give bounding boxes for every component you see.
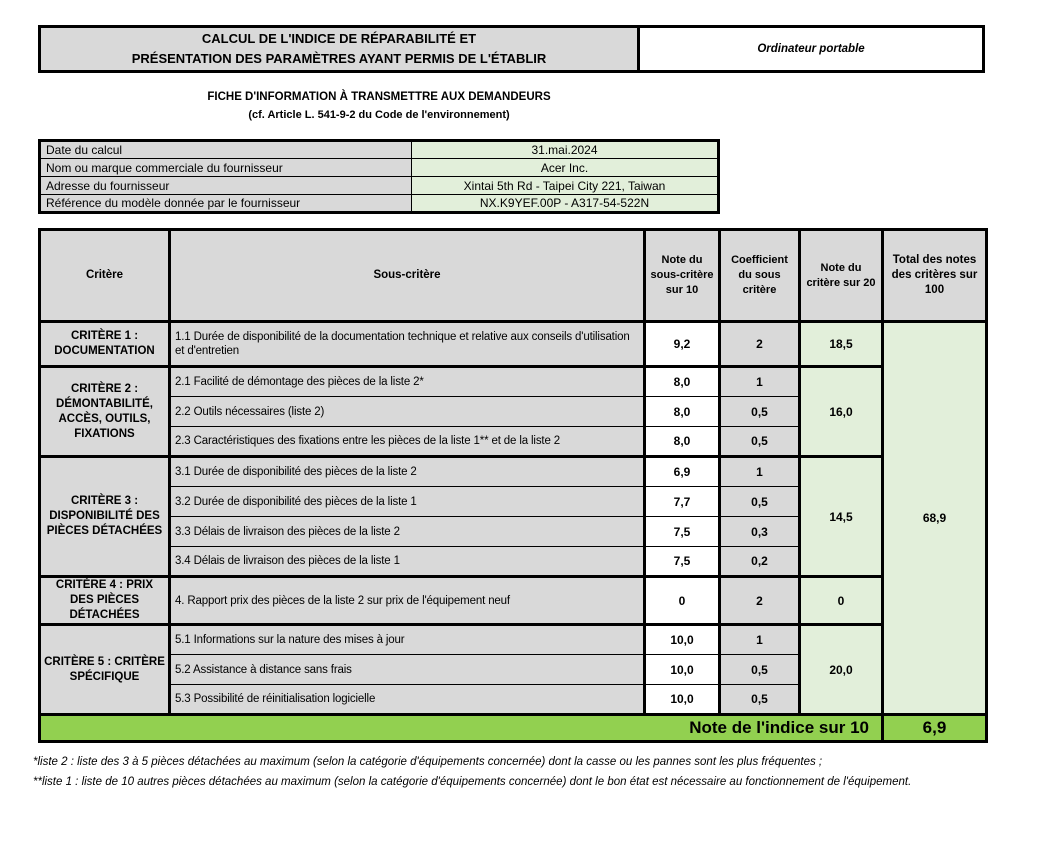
table-row <box>40 625 987 655</box>
subcriterion-3-3: 3.3 Délais de livraison des pièces de la liste 2 <box>170 517 645 547</box>
table-row <box>40 177 719 195</box>
subcriterion-5-2: 5.2 Assistance à distance sans frais <box>170 655 645 685</box>
info-label-model: Référence du modèle donnée par le fournisseur <box>40 195 412 213</box>
coef-3-4: 0,2 <box>720 547 800 577</box>
note10-3-1: 6,9 <box>645 457 720 487</box>
col-header-critere: Critère <box>40 230 170 322</box>
col-header-coefficient: Coefficient du sous critère <box>720 230 800 322</box>
score-table-header-row <box>40 230 987 322</box>
coef-5-1: 1 <box>720 625 800 655</box>
note10-2-3: 8,0 <box>645 427 720 457</box>
final-score-label: Note de l'indice sur 10 <box>40 715 883 742</box>
note20-criterion-2: 16,0 <box>800 367 883 457</box>
criterion-5-name: CRITÈRE 5 : CRITÈRE SPÉCIFIQUE <box>40 625 170 715</box>
subcriterion-2-3: 2.3 Caractéristiques des fixations entre les pièces de la liste 1** et de la liste 2 <box>170 427 645 457</box>
subtitle-line-1: FICHE D'INFORMATION À TRANSMETTRE AUX DEMANDEURS <box>207 91 551 103</box>
info-value-model: NX.K9YEF.00P - A317-54-522N <box>412 195 719 213</box>
subcriterion-2-2: 2.2 Outils nécessaires (liste 2) <box>170 397 645 427</box>
criterion-1-name: CRITÈRE 1 : DOCUMENTATION <box>40 322 170 367</box>
coef-3-2: 0,5 <box>720 487 800 517</box>
info-label-brand: Nom ou marque commerciale du fournisseur <box>40 159 412 177</box>
repairability-sheet <box>0 25 1050 857</box>
table-row <box>40 141 719 159</box>
coef-4: 2 <box>720 577 800 625</box>
note10-3-4: 7,5 <box>645 547 720 577</box>
table-row <box>40 577 987 625</box>
note20-criterion-1: 18,5 <box>800 322 883 367</box>
note10-5-1: 10,0 <box>645 625 720 655</box>
subcriterion-3-4: 3.4 Délais de livraison des pièces de la liste 1 <box>170 547 645 577</box>
coef-5-2: 0,5 <box>720 655 800 685</box>
coef-5-3: 0,5 <box>720 685 800 715</box>
note10-4: 0 <box>645 577 720 625</box>
criterion-3-name: CRITÈRE 3 : DISPONIBILITÉ DES PIÈCES DÉTACHÉES <box>40 457 170 577</box>
title-line-1: CALCUL DE L'INDICE DE RÉPARABILITÉ ET <box>201 31 477 46</box>
coef-2-3: 0,5 <box>720 427 800 457</box>
note10-1-1: 9,2 <box>645 322 720 367</box>
note10-5-2: 10,0 <box>645 655 720 685</box>
col-header-note-sous-critere: Note du sous-critère sur 10 <box>645 230 720 322</box>
note10-2-2: 8,0 <box>645 397 720 427</box>
device-category-cell <box>640 28 982 70</box>
subtitle-line-2: (cf. Article L. 541-9-2 du Code de l'environnement) <box>248 109 510 121</box>
note20-criterion-4: 0 <box>800 577 883 625</box>
table-row <box>40 367 987 397</box>
col-header-note-critere: Note du critère sur 20 <box>800 230 883 322</box>
note20-criterion-3: 14,5 <box>800 457 883 577</box>
coef-3-3: 0,3 <box>720 517 800 547</box>
total-sur-100: 68,9 <box>883 322 987 715</box>
header-strip <box>38 25 985 73</box>
table-row <box>40 457 987 487</box>
coef-3-1: 1 <box>720 457 800 487</box>
note10-5-3: 10,0 <box>645 685 720 715</box>
subcriterion-1-1: 1.1 Durée de disponibilité de la documentation technique et relative aux conseils d'utilisation et d'entretien <box>170 322 645 367</box>
info-value-brand: Acer Inc. <box>412 159 719 177</box>
info-value-date: 31.mai.2024 <box>412 141 719 159</box>
table-row <box>40 159 719 177</box>
final-score-row <box>40 715 987 742</box>
coef-2-1: 1 <box>720 367 800 397</box>
footnote-liste-2: *liste 2 : liste des 3 à 5 pièces détachées au maximum (selon la catégorie d'équipements concernée) dont la casse ou les pannes sont les plus fréquentes ; <box>33 756 823 768</box>
note10-3-3: 7,5 <box>645 517 720 547</box>
note20-criterion-5: 20,0 <box>800 625 883 715</box>
criterion-4-name: CRITÈRE 4 : PRIX DES PIÈCES DÉTACHÉES <box>40 577 170 625</box>
info-label-address: Adresse du fournisseur <box>40 177 412 195</box>
criterion-2-name: CRITÈRE 2 : DÉMONTABILITÉ, ACCÈS, OUTILS, FIXATIONS <box>40 367 170 457</box>
subtitle-block <box>38 88 720 124</box>
subcriterion-4: 4. Rapport prix des pièces de la liste 2 sur prix de l'équipement neuf <box>170 577 645 625</box>
final-score-value: 6,9 <box>883 715 987 742</box>
supplier-info-table <box>38 139 720 214</box>
table-row <box>40 322 987 367</box>
col-header-total: Total des notes des critères sur 100 <box>883 230 987 322</box>
footnotes <box>33 752 985 792</box>
info-label-date: Date du calcul <box>40 141 412 159</box>
subcriterion-5-1: 5.1 Informations sur la nature des mises à jour <box>170 625 645 655</box>
subcriterion-5-3: 5.3 Possibilité de réinitialisation logicielle <box>170 685 645 715</box>
score-table <box>38 228 988 743</box>
subcriterion-2-1: 2.1 Facilité de démontage des pièces de la liste 2* <box>170 367 645 397</box>
footnote-liste-1: **liste 1 : liste de 10 autres pièces détachées au maximum (selon la catégorie d'équipements concernée) dont le bon état est nécessaire au fonctionnement de l'équipement. <box>33 776 912 788</box>
note10-3-2: 7,7 <box>645 487 720 517</box>
note10-2-1: 8,0 <box>645 367 720 397</box>
subcriterion-3-1: 3.1 Durée de disponibilité des pièces de la liste 2 <box>170 457 645 487</box>
document-title <box>41 28 640 70</box>
col-header-sous-critere: Sous-critère <box>170 230 645 322</box>
coef-2-2: 0,5 <box>720 397 800 427</box>
coef-1-1: 2 <box>720 322 800 367</box>
subcriterion-3-2: 3.2 Durée de disponibilité des pièces de la liste 1 <box>170 487 645 517</box>
title-line-2: PRÉSENTATION DES PARAMÈTRES AYANT PERMIS DE L'ÉTABLIR <box>131 51 547 66</box>
info-value-address: Xintai 5th Rd - Taipei City 221, Taiwan <box>412 177 719 195</box>
device-category: Ordinateur portable <box>757 43 865 55</box>
table-row <box>40 195 719 213</box>
